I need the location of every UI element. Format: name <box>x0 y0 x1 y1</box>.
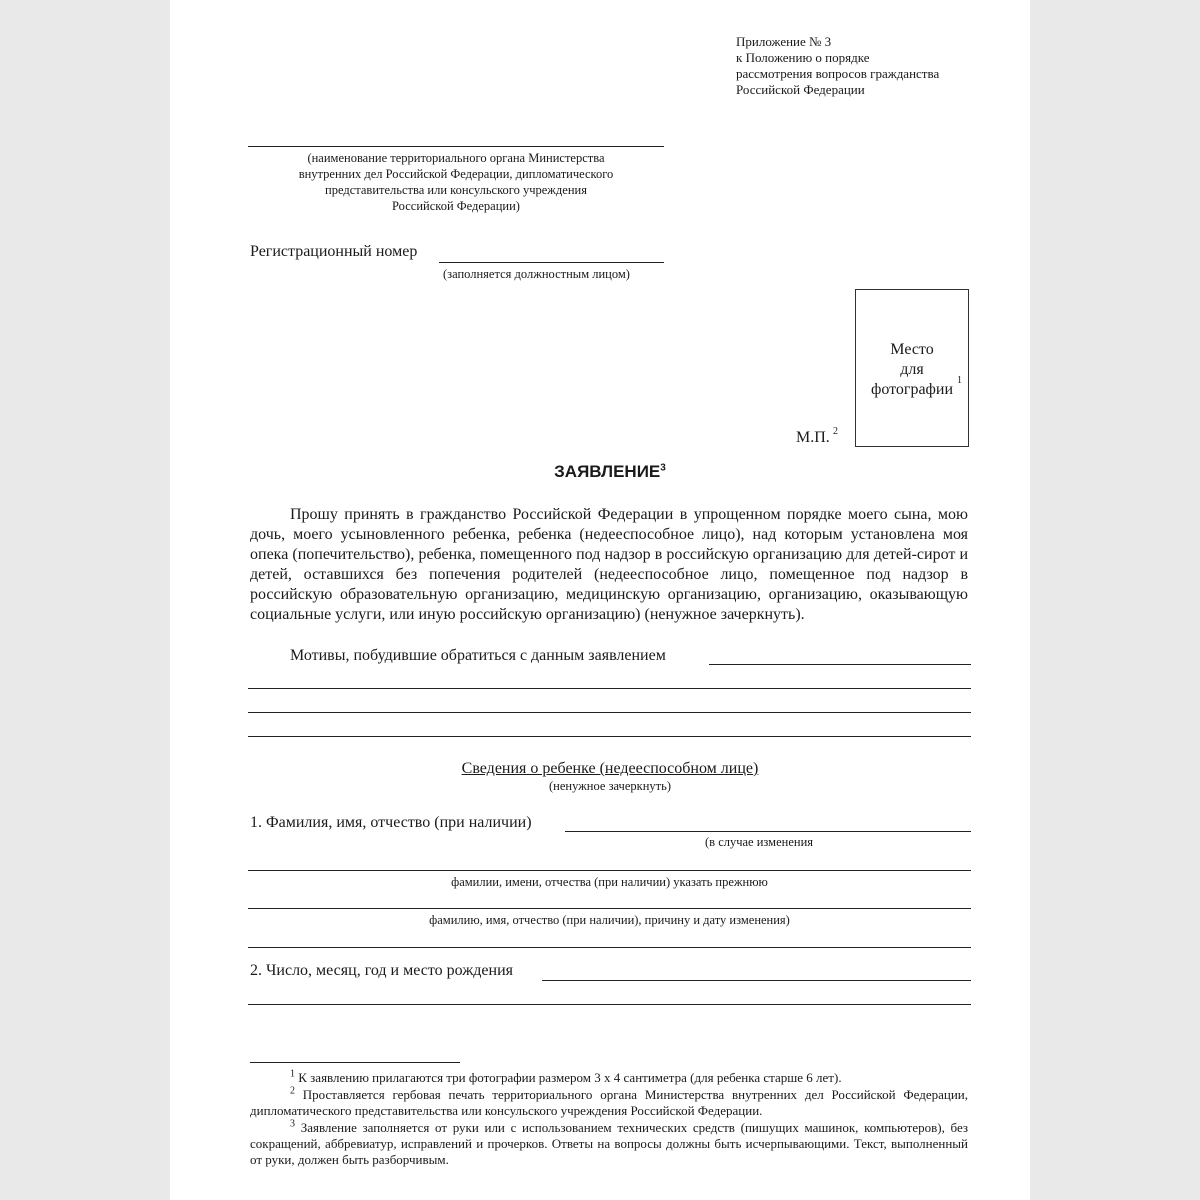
request-paragraph: Прошу принять в гражданство Российской Федерации в упрощенном порядке моего сына, мою дочь, моего усыновленного ребенка, ребенка (недееспособное лицо), над которым установлена моя опека (попечительство), ребенка, помещенного под надзор в российскую организацию для детей-сирот и детей, оставшихся без попечения родителей (недееспособное лицо, помещенное под надзор в российскую образовательную организацию, медицинскую организацию, организацию, оказывающую социальные услуги, или иную российскую организацию) (ненужное зачеркнуть). <box>250 506 968 623</box>
field-1-caption-1: (в случае изменения <box>705 835 814 849</box>
authority-caption <box>248 150 664 214</box>
authority-caption-line-2: внутренних дел Российской Федерации, дипломатического <box>298 167 614 181</box>
document-title <box>250 462 970 482</box>
appendix-line-4: Российской Федерации <box>736 82 865 97</box>
field-2-input-line[interactable] <box>542 980 971 981</box>
registration-caption: (заполняется должностным лицом) <box>443 267 630 281</box>
footnote-1-text: К заявлению прилагаются три фотографии размером 3 х 4 сантиметра (для ребенка старше 6 лет). <box>298 1070 842 1085</box>
registration-label: Регистрационный номер <box>250 243 418 260</box>
stamp-footnote-mark: 2 <box>833 426 838 437</box>
field-1-caption-3: фамилию, имя, отчество (при наличии), причину и дату изменения) <box>429 913 790 927</box>
photo-label-line-3: фотографии <box>870 381 954 398</box>
registration-number-line[interactable] <box>439 262 664 263</box>
motives-input-line-3[interactable] <box>248 712 971 713</box>
child-section-subheading: (ненужное зачеркнуть) <box>549 779 671 793</box>
footnote-3 <box>250 1120 968 1168</box>
authority-caption-line-1: (наименование территориального органа Министерства <box>307 151 605 165</box>
field-1-input-line-3[interactable] <box>248 908 971 909</box>
appendix-line-1: Приложение № 3 <box>736 34 832 49</box>
authority-caption-line-4: Российской Федерации) <box>392 199 520 213</box>
photo-label-line-2: для <box>900 361 924 378</box>
stamp-label: М.П. <box>796 429 830 446</box>
field-1-input-line-2[interactable] <box>248 870 971 871</box>
footnote-2 <box>250 1087 968 1119</box>
footnote-1-mark: 1 <box>290 1068 295 1080</box>
motives-input-line-1[interactable] <box>709 664 971 665</box>
motives-label: Мотивы, побудившие обратиться с данным заявлением <box>290 647 666 664</box>
motives-input-line-2[interactable] <box>248 688 971 689</box>
field-1-label: 1. Фамилия, имя, отчество (при наличии) <box>250 814 532 831</box>
footnote-separator <box>250 1062 460 1063</box>
child-section-heading-text: Сведения о ребенке (недееспособном лице) <box>461 760 759 777</box>
photo-label-line-1: Место <box>890 341 934 358</box>
field-1-caption-2: фамилии, имени, отчества (при наличии) указать прежнюю <box>451 875 768 889</box>
document-title-text: ЗАЯВЛЕНИЕ <box>554 462 661 481</box>
motives-input-line-4[interactable] <box>248 736 971 737</box>
appendix-header <box>736 34 939 98</box>
footnote-1 <box>250 1070 968 1086</box>
field-1-input-line-4[interactable] <box>248 947 971 948</box>
footnote-2-text: Проставляется гербовая печать территориального органа Министерства внутренних дел Российской Федерации, дипломатического представительства или консульского учреждения Российской Федерации. <box>250 1087 968 1118</box>
child-section-heading <box>250 760 970 778</box>
footnote-2-mark: 2 <box>290 1085 295 1097</box>
footnote-3-mark: 3 <box>290 1118 295 1130</box>
appendix-line-2: к Положению о порядке <box>736 50 870 65</box>
footnote-3-text: Заявление заполняется от руки или с использованием технических средств (пишущих машинок, компьютеров), без сокращений, аббревиатур, исправлений и прочерков. Ответы на вопросы должны быть исчерпывающими. Текст, выполненный от руки, должен быть разборчивым. <box>250 1120 969 1167</box>
field-2-input-line-2[interactable] <box>248 1004 971 1005</box>
authority-caption-line-3: представительства или консульского учреждения <box>325 183 587 197</box>
field-1-input-line[interactable] <box>565 831 971 832</box>
photo-placeholder <box>855 289 969 447</box>
photo-footnote-mark: 1 <box>957 375 962 386</box>
field-2-label: 2. Число, месяц, год и место рождения <box>250 962 513 979</box>
authority-name-line[interactable] <box>248 146 664 147</box>
appendix-line-3: рассмотрения вопросов гражданства <box>736 66 940 81</box>
title-footnote-mark: 3 <box>660 462 666 474</box>
